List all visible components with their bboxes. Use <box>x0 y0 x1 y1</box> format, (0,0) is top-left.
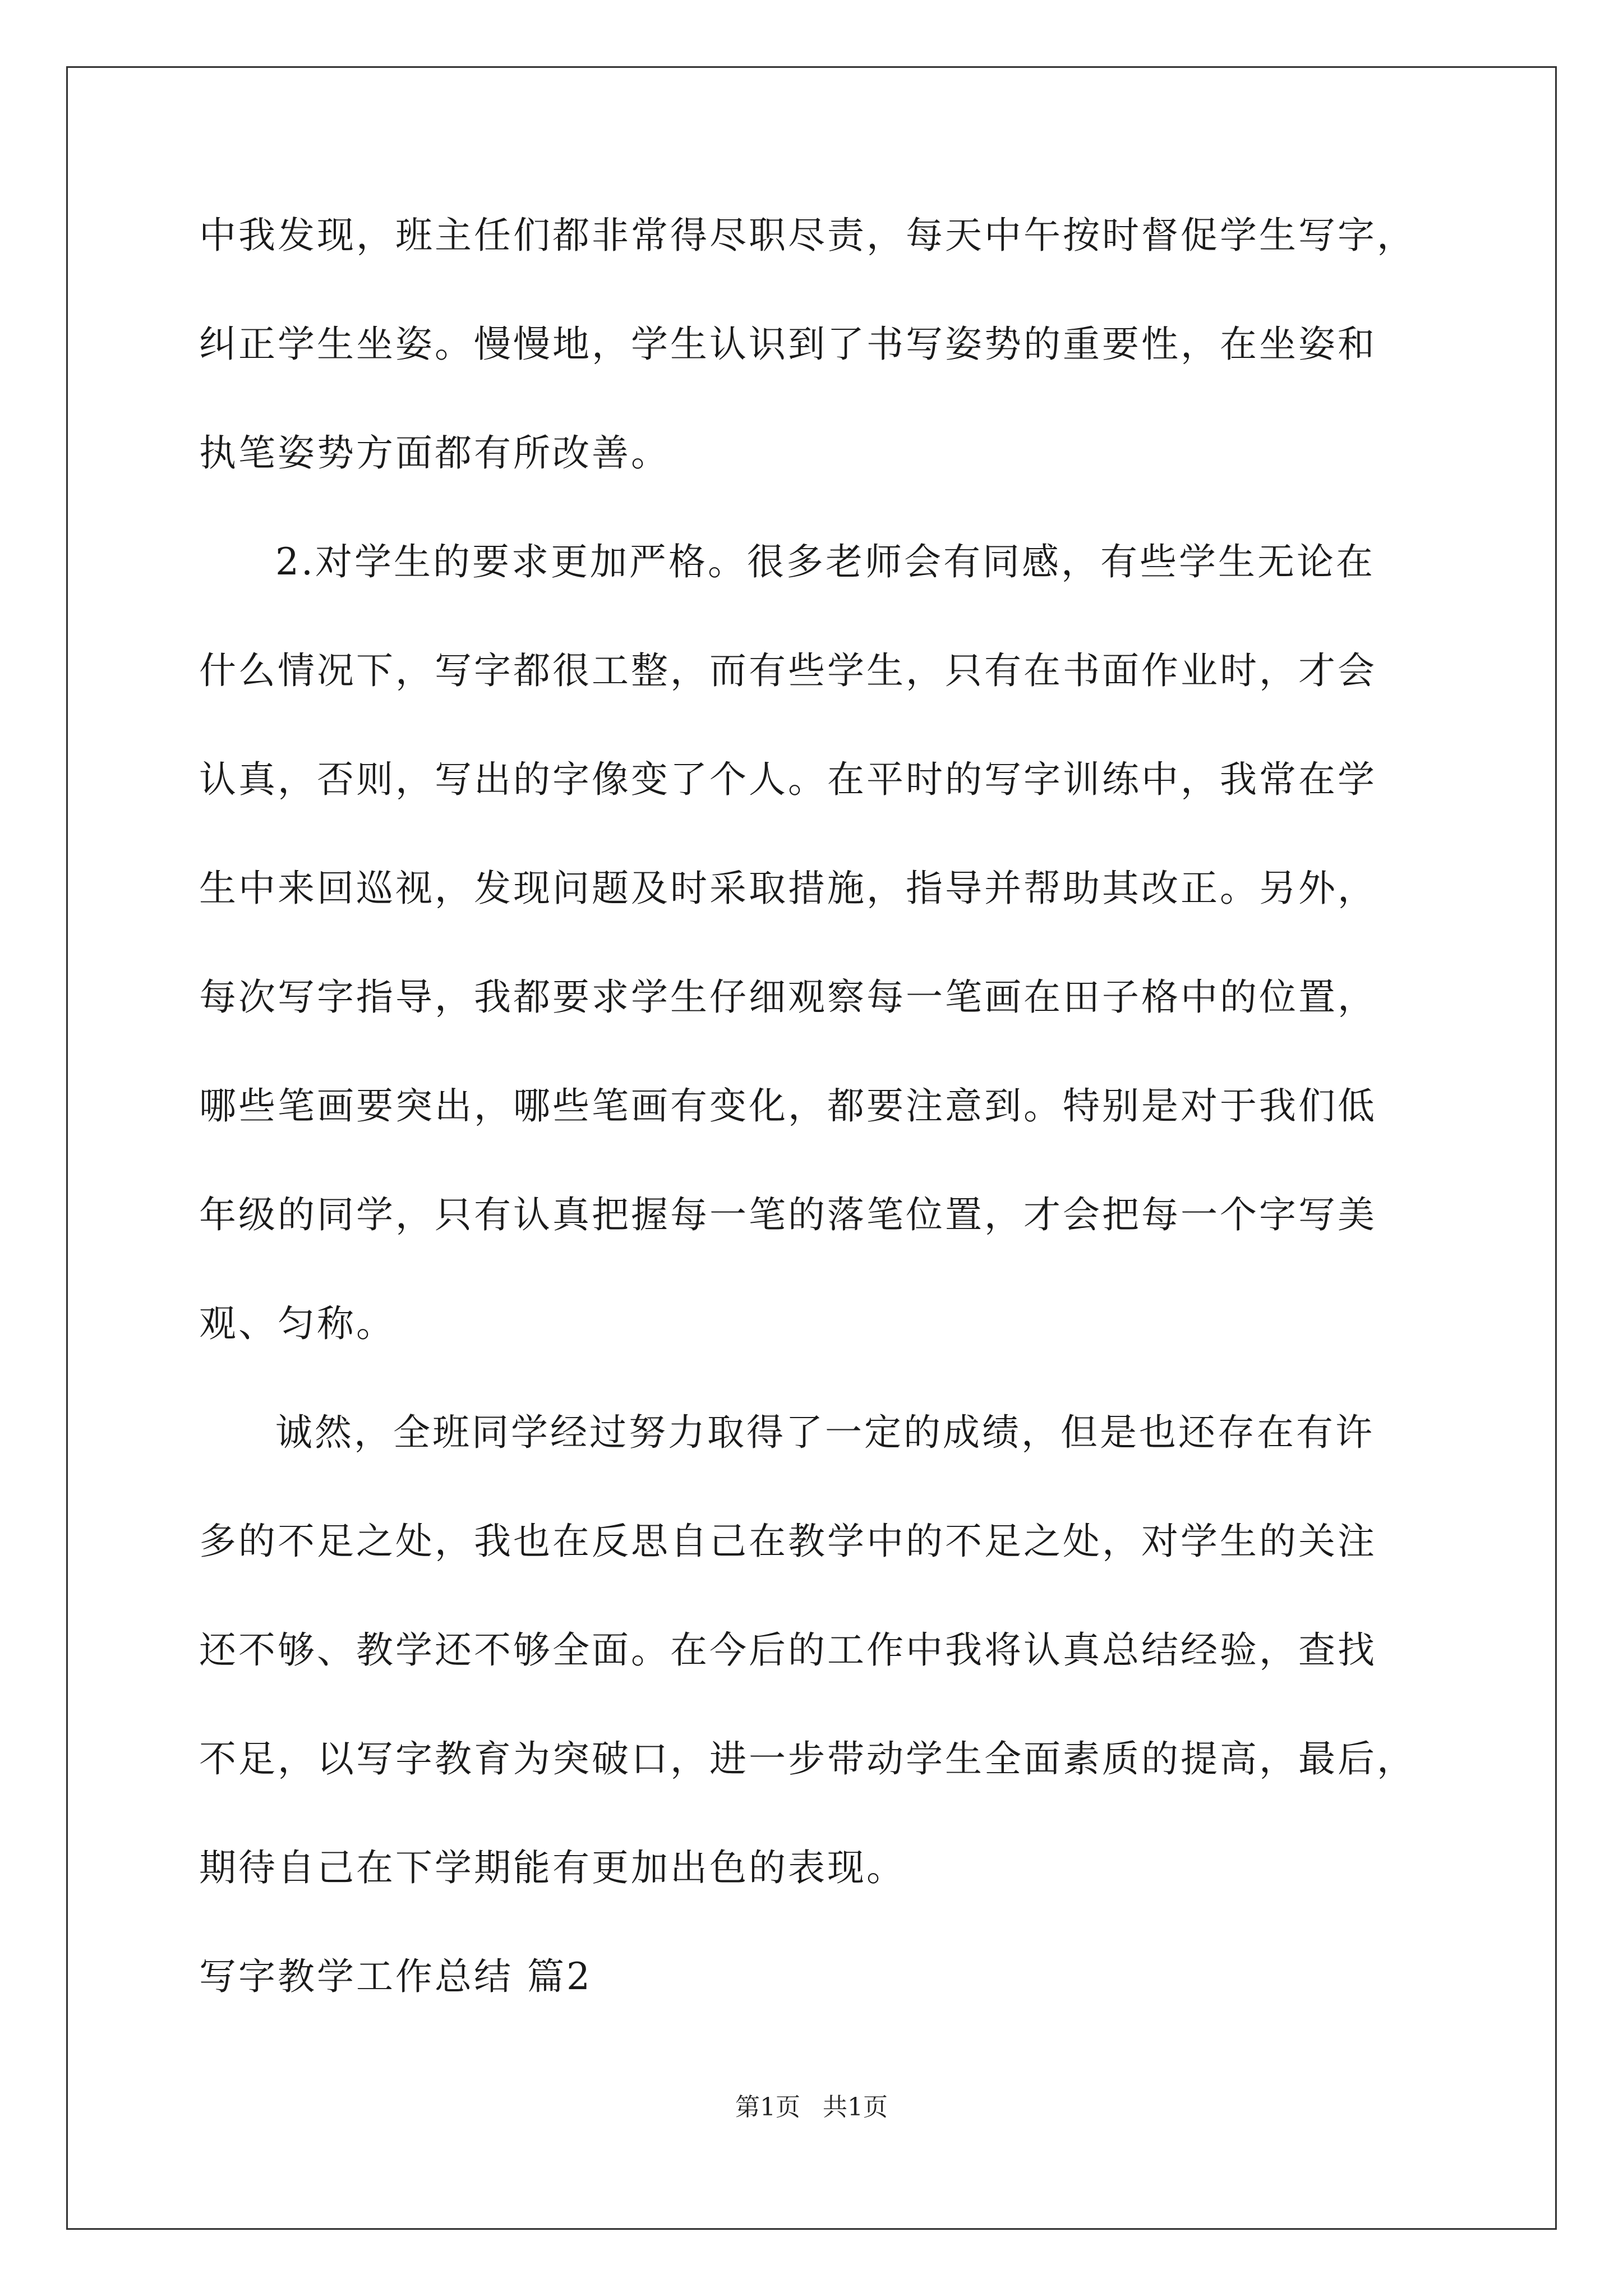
document-body <box>199 202 1467 2033</box>
text-line: 生中来回巡视，发现问题及时采取措施，指导并帮助其改正。另外， <box>199 867 1377 910</box>
text-line: 每次写字指导，我都要求学生仔细观察每一笔画在田子格中的位置， <box>199 976 1377 1019</box>
page-number: 第1页 <box>735 2093 800 2122</box>
text-line: 还不够、教学还不够全面。在今后的工作中我将认真总结经验，查找 <box>199 1628 1377 1672</box>
text-line: 诚然，全班同学经过努力取得了一定的成绩，但是也还存在有许 <box>275 1411 1375 1454</box>
text-line: 哪些笔画要突出，哪些笔画有变化，都要注意到。特别是对于我们低 <box>199 1084 1377 1128</box>
text-line: 期待自己在下学期能有更加出色的表现。 <box>199 1846 906 1889</box>
text-line: 多的不足之处，我也在反思自己在教学中的不足之处，对学生的关注 <box>199 1520 1377 1563</box>
text-line: 年级的同学，只有认真把握每一笔的落笔位置，才会把每一个字写美 <box>199 1193 1377 1236</box>
text-line: 认真，否则，写出的字像变了个人。在平时的写字训练中，我常在学 <box>199 758 1377 801</box>
text-line: 观、匀称。 <box>199 1302 395 1345</box>
section-heading: 写字教学工作总结 篇2 <box>199 1955 592 1998</box>
text-line: 中我发现，班主任们都非常得尽职尽责，每天中午按时督促学生写字， <box>199 214 1416 257</box>
text-line: 2.对学生的要求更加严格。很多老师会有同感，有些学生无论在 <box>275 540 1375 583</box>
page-total: 共1页 <box>823 2093 888 2122</box>
text-line: 不足，以写字教育为突破口，进一步带动学生全面素质的提高，最后， <box>199 1737 1416 1780</box>
page-footer <box>0 2087 1623 2123</box>
text-line: 执笔姿势方面都有所改善。 <box>199 431 670 475</box>
text-line: 什么情况下，写字都很工整，而有些学生，只有在书面作业时，才会 <box>199 649 1377 692</box>
text-line: 纠正学生坐姿。慢慢地，学生认识到了书写姿势的重要性，在坐姿和 <box>199 323 1377 366</box>
